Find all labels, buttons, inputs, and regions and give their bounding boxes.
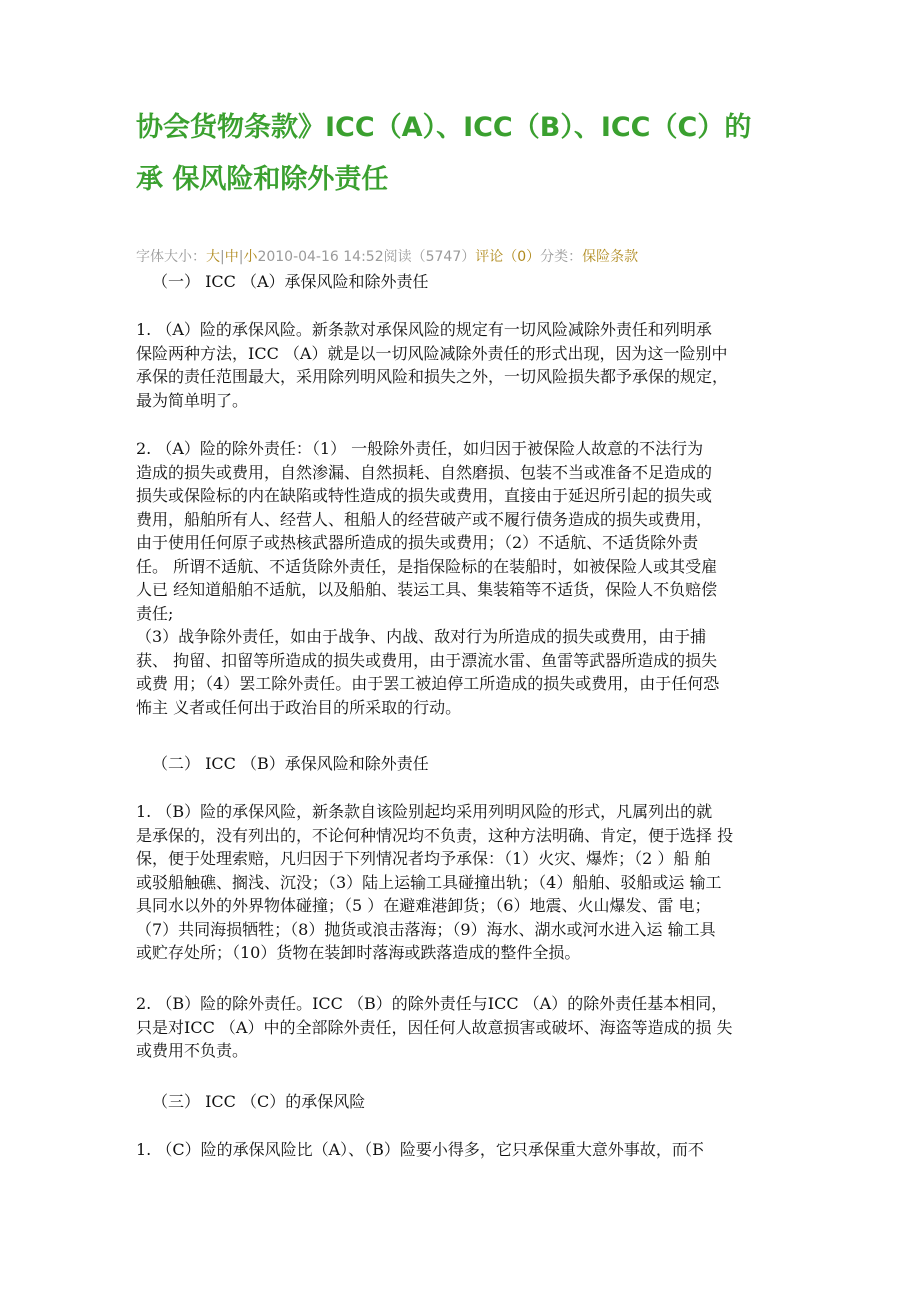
text-line: 或驳船触礁、搁浅、沉没；（3）陆上运输工具碰撞出轨；（4）船舶、驳船或运 输工 xyxy=(136,872,722,892)
category-link[interactable]: 保险条款 xyxy=(582,249,639,265)
text-line: 或费用不负责。 xyxy=(136,1041,249,1060)
text-line: 损失或保险标的内在缺陷或特性造成的损失或费用，直接由于延迟所引起的损失或 xyxy=(136,486,713,505)
category-label: 分类： xyxy=(540,249,583,265)
section-heading: （二） ICC （B）承保风险和除外责任 xyxy=(152,754,429,773)
text-line: 怖主 义者或任何出于政治目的所采取的行动。 xyxy=(136,697,462,717)
text-line: 由于使用任何原子或热核武器所造成的损失或费用；（2）不适航、不适货除外责 xyxy=(136,533,699,552)
font-size-label: 字体大小： xyxy=(136,249,206,265)
text-line: 2. （A）险的除外责任：（1） 一般除外责任，如归因于被保险人故意的不法行为 xyxy=(136,439,704,458)
text-line: 1. （C）险的承保风险比（A）、（B）险要小得多，它只承保重大意外事故，而不 xyxy=(136,1140,704,1159)
article-meta: 字体大小：大|中|小2010-04-16 14:52阅读（5747）评论（0）分类：保险条款 xyxy=(136,249,639,265)
text-line: 造成的损失或费用，自然渗漏、自然损耗、自然磨损、包装不当或准备不足造成的 xyxy=(136,462,713,482)
text-line: 1. （A）险的承保风险。新条款对承保风险的规定有一切风险减除外责任和列明承 xyxy=(136,320,712,339)
text-line: 最为简单明了。 xyxy=(136,390,249,410)
section-heading: （三） ICC （C）的承保风险 xyxy=(152,1092,366,1111)
section-heading: （一） ICC （A）承保风险和除外责任 xyxy=(152,272,429,291)
text-line: （3）战争除外责任，如由于战争、内战、敌对行为所造成的损失或费用，由于捕 xyxy=(136,627,707,646)
text-line: 责任; xyxy=(136,603,174,623)
paragraph xyxy=(136,800,796,965)
font-size-large-link[interactable]: 大 xyxy=(206,249,220,265)
text-line: 费用，船舶所有人、经营人、租船人的经营破产或不履行债务造成的损失或费用， xyxy=(136,509,713,529)
text-line: 或贮存处所；（10）货物在装卸时落海或跌落造成的整件全损。 xyxy=(136,943,581,962)
paragraph xyxy=(136,1138,796,1162)
comment-link[interactable]: 评论（0） xyxy=(475,249,541,265)
paragraph xyxy=(136,318,796,412)
font-size-small-link[interactable]: 小 xyxy=(243,249,258,265)
page-title-line: 承 保风险和除外责任 xyxy=(136,164,389,195)
read-count: 阅读（5747） xyxy=(383,249,476,265)
text-line: 或费 用；（4）罢工除外责任。由于罢工被迫停工所造成的损失或费用，由于任何恐 xyxy=(136,674,720,693)
post-datetime: 2010-04-16 14:52 xyxy=(257,249,384,265)
text-line: 是承保的，没有列出的，不论何种情况均不负责，这种方法明确、肯定，便于选择 投 xyxy=(136,825,734,845)
text-line: 获、 拘留、扣留等所造成的损失或费用，由于漂流水雷、鱼雷等武器所造成的损失 xyxy=(136,650,718,670)
paragraph xyxy=(136,437,796,719)
page-title-line: 协会货物条款》ICC（A）、ICC（B）、ICC（C）的 xyxy=(136,112,752,143)
text-line: 保，便于处理索赔，凡归因于下列情况者均予承保：（1）火灾、爆炸；（2 ）船 舶 xyxy=(136,849,711,868)
text-line: 只是对ICC （A）中的全部除外责任，因任何人故意损害或破坏、海盗等造成的损 失 xyxy=(136,1017,733,1037)
text-line: 1. （B）险的承保风险，新条款自该险别起均采用列明风险的形式，凡属列出的就 xyxy=(136,802,713,821)
text-line: 任。 所谓不适航、不适货除外责任，是指保险标的在装船时，如被保险人或其受雇 xyxy=(136,556,718,576)
page-title xyxy=(136,102,796,206)
font-size-medium-link[interactable]: 中 xyxy=(224,249,239,265)
text-line: 2. （B）险的除外责任。ICC （B）的除外责任与ICC （A）的除外责任基本相同， xyxy=(136,994,728,1013)
text-line: （7）共同海损牺牲；（8）抛货或浪击落海；（9）海水、湖水或河水进入运 输工具 xyxy=(136,919,716,939)
text-line: 具同水以外的外界物体碰撞；（5 ）在避难港卸货；（6）地震、火山爆发、雷 电； xyxy=(136,896,711,915)
text-line: 承保的责任范围最大，采用除列明风险和损失之外，一切风险损失都予承保的规定， xyxy=(136,367,729,386)
text-line: 人已 经知道船舶不适航，以及船舶、装运工具、集装箱等不适货，保险人不负赔偿 xyxy=(136,580,718,599)
paragraph xyxy=(136,992,796,1063)
text-line: 保险两种方法，ICC （A）就是以一切风险减除外责任的形式出现，因为这一险别中 xyxy=(136,343,728,363)
